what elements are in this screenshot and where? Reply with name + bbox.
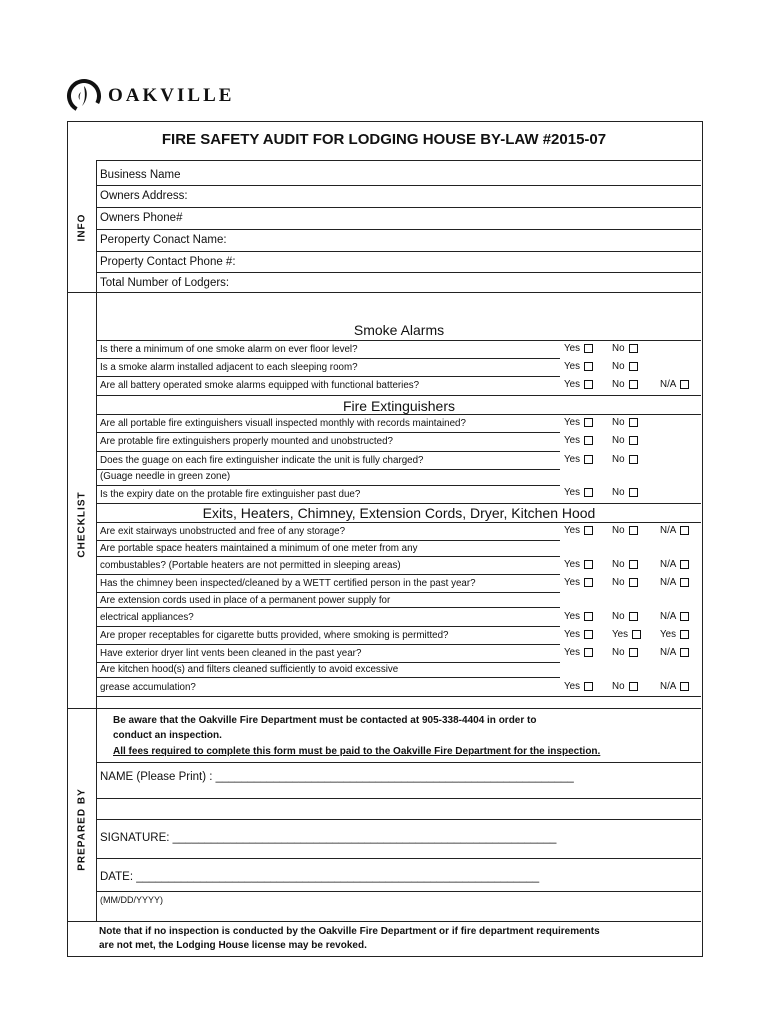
row-line	[97, 626, 560, 627]
q2-no[interactable]: No	[612, 361, 638, 372]
question-1: Is there a minimum of one smoke alarm on ever floor level?	[100, 344, 358, 355]
checkbox-icon[interactable]	[629, 612, 638, 621]
row-line	[97, 522, 701, 523]
question-7: Is the expiry date on the protable fire extinguisher past due?	[100, 489, 361, 500]
question-6-note: (Guage needle in green zone)	[100, 471, 231, 482]
checkbox-icon[interactable]	[584, 648, 593, 657]
question-6: Does the guage on each fire extinguisher indicate the unit is fully charged?	[100, 455, 424, 466]
total-lodgers-field[interactable]: Total Number of Lodgers:	[100, 277, 230, 289]
info-checklist-divider	[67, 292, 97, 293]
notice-line-2: conduct an inspection.	[113, 730, 222, 741]
property-contact-phone-field[interactable]: Property Contact Phone #:	[100, 256, 236, 268]
row-line	[97, 485, 560, 486]
checkbox-icon[interactable]	[680, 526, 689, 535]
question-8: Are exit stairways unobstructed and free of any storage?	[100, 526, 346, 537]
q11-yes[interactable]: Yes	[564, 611, 593, 622]
q9-yes[interactable]: Yes	[564, 559, 593, 570]
q10-na[interactable]: N/A	[660, 577, 689, 588]
title-divider	[96, 160, 701, 161]
fire-extinguishers-heading: Fire Extinguishers	[342, 398, 456, 414]
row-line	[97, 272, 701, 273]
row-line	[97, 540, 560, 541]
q11-no[interactable]: No	[612, 611, 638, 622]
checklist-section-label: CHECKLIST	[76, 491, 88, 558]
checkbox-icon[interactable]	[584, 488, 593, 497]
row-line	[97, 708, 701, 709]
row-line	[97, 340, 701, 341]
checkbox-icon[interactable]	[680, 612, 689, 621]
row-line	[97, 229, 701, 230]
smoke-alarms-heading: Smoke Alarms	[353, 322, 445, 338]
q10-yes[interactable]: Yes	[564, 577, 593, 588]
oakville-emblem-icon	[66, 78, 102, 114]
row-line	[97, 662, 560, 663]
checkbox-icon[interactable]	[584, 455, 593, 464]
owners-phone-field[interactable]: Owners Phone#	[100, 212, 183, 224]
checkbox-icon[interactable]	[680, 560, 689, 569]
question-2: Is a smoke alarm installed adjacent to each sleeping room?	[100, 362, 358, 373]
q8-na[interactable]: N/A	[660, 525, 689, 536]
row-line	[97, 207, 701, 208]
q14-na[interactable]: N/A	[660, 681, 689, 692]
business-name-field[interactable]: Business Name	[100, 169, 181, 181]
checkbox-icon[interactable]	[632, 630, 641, 639]
row-line	[97, 185, 701, 186]
notice-line-1: Be aware that the Oakville Fire Department must be contacted at 905-338-4404 in order to	[113, 715, 537, 726]
row-line	[97, 358, 560, 359]
q14-no[interactable]: No	[612, 681, 638, 692]
q1-yes[interactable]: Yes	[564, 343, 593, 354]
question-9: Are portable space heaters maintained a minimum of one meter from any	[100, 543, 418, 554]
checkbox-icon[interactable]	[584, 344, 593, 353]
q8-yes[interactable]: Yes	[564, 525, 593, 536]
q7-yes[interactable]: Yes	[564, 487, 593, 498]
checkbox-icon[interactable]	[629, 362, 638, 371]
row-line	[97, 574, 560, 575]
q12-yes-3[interactable]: Yes	[660, 629, 689, 640]
question-12: Are proper receptables for cigarette butts provided, where smoking is permitted?	[100, 630, 449, 641]
question-13: Have exterior dryer lint vents been cleaned in the past year?	[100, 648, 362, 659]
exits-heading: Exits, Heaters, Chimney, Extension Cords, Dryer, Kitchen Hood	[202, 505, 596, 521]
checkbox-icon[interactable]	[680, 630, 689, 639]
question-14: Are kitchen hood(s) and filters cleaned sufficiently to avoid excessive	[100, 664, 399, 675]
checkbox-icon[interactable]	[629, 488, 638, 497]
checkbox-icon[interactable]	[629, 455, 638, 464]
q6-no[interactable]: No	[612, 454, 638, 465]
checkbox-icon[interactable]	[584, 380, 593, 389]
checkbox-icon[interactable]	[584, 578, 593, 587]
q7-no[interactable]: No	[612, 487, 638, 498]
checkbox-icon[interactable]	[680, 682, 689, 691]
row-line	[97, 592, 560, 593]
row-line	[97, 292, 701, 293]
row-line	[97, 469, 560, 470]
q10-no[interactable]: No	[612, 577, 638, 588]
q3-na[interactable]: N/A	[660, 379, 689, 390]
checkbox-icon[interactable]	[629, 418, 638, 427]
q13-no[interactable]: No	[612, 647, 638, 658]
checkbox-icon[interactable]	[584, 682, 593, 691]
checkbox-icon[interactable]	[680, 380, 689, 389]
notice-line-3: All fees required to complete this form must be paid to the Oakville Fire Department for the inspection.	[113, 746, 601, 757]
name-field[interactable]: NAME (Please Print) : ________________________________________________________	[100, 771, 574, 783]
owners-address-field[interactable]: Owners Address:	[100, 190, 188, 202]
footer-line-1: Note that if no inspection is conducted by the Oakville Fire Department or if fire department requirements	[99, 926, 600, 937]
logo-text: OAKVILLE	[108, 85, 235, 106]
question-9-cont: combustables? (Portable heaters are not permitted in sleeping areas)	[100, 560, 401, 571]
oakville-logo	[66, 78, 234, 114]
checkbox-icon[interactable]	[584, 612, 593, 621]
checkbox-icon[interactable]	[629, 344, 638, 353]
checkbox-icon[interactable]	[629, 648, 638, 657]
q9-na[interactable]: N/A	[660, 559, 689, 570]
prepared-section-label: PREPARED BY	[76, 788, 88, 871]
checkbox-icon[interactable]	[629, 380, 638, 389]
date-format-hint: (MM/DD/YYYY)	[100, 895, 163, 905]
row-line	[97, 677, 560, 678]
checkbox-icon[interactable]	[584, 630, 593, 639]
date-field[interactable]: DATE: _______________________________________________________________	[100, 871, 540, 883]
footer-note	[99, 925, 600, 953]
q5-no[interactable]: No	[612, 435, 638, 446]
q5-yes[interactable]: Yes	[564, 435, 593, 446]
q2-yes[interactable]: Yes	[564, 361, 593, 372]
q8-no[interactable]: No	[612, 525, 638, 536]
row-line	[97, 451, 560, 452]
checkbox-icon[interactable]	[584, 526, 593, 535]
q4-no[interactable]: No	[612, 417, 638, 428]
row-line	[97, 432, 560, 433]
footer-line-2: are not met, the Lodging House license may be revoked.	[99, 940, 367, 951]
question-5: Are protable fire extinguishers properly mounted and unobstructed?	[100, 436, 393, 447]
row-line	[97, 858, 701, 859]
checkbox-icon[interactable]	[629, 560, 638, 569]
row-line	[97, 503, 701, 504]
row-line	[97, 644, 560, 645]
question-10: Has the chimney been inspected/cleaned by a WETT certified person in the past year?	[100, 578, 476, 589]
checkbox-icon[interactable]	[680, 578, 689, 587]
q11-na[interactable]: N/A	[660, 611, 689, 622]
question-14-cont: grease accumulation?	[100, 682, 196, 693]
q12-yes[interactable]: Yes	[564, 629, 593, 640]
q3-no[interactable]: No	[612, 379, 638, 390]
question-3: Are all battery operated smoke alarms equipped with functional batteries?	[100, 380, 420, 391]
row-line	[97, 819, 701, 820]
checklist-prepared-divider	[67, 708, 97, 709]
checkbox-icon[interactable]	[584, 362, 593, 371]
row-line	[97, 762, 701, 763]
q13-na[interactable]: N/A	[660, 647, 689, 658]
q13-yes[interactable]: Yes	[564, 647, 593, 658]
checkbox-icon[interactable]	[584, 418, 593, 427]
checkbox-icon[interactable]	[584, 436, 593, 445]
property-contact-name-field[interactable]: Peroperty Conact Name:	[100, 234, 227, 246]
row-line	[97, 376, 560, 377]
form-title: FIRE SAFETY AUDIT FOR LODGING HOUSE BY-LAW #2015-07	[161, 131, 607, 148]
row-line	[97, 891, 701, 892]
checkbox-icon[interactable]	[680, 648, 689, 657]
q12-yes-2[interactable]: Yes	[612, 629, 641, 640]
q6-yes[interactable]: Yes	[564, 454, 593, 465]
checkbox-icon[interactable]	[629, 682, 638, 691]
row-line	[97, 556, 560, 557]
q14-yes[interactable]: Yes	[564, 681, 593, 692]
row-line	[97, 251, 701, 252]
q9-no[interactable]: No	[612, 559, 638, 570]
checkbox-icon[interactable]	[629, 436, 638, 445]
row-line	[97, 607, 560, 608]
row-line	[97, 696, 701, 697]
row-line	[97, 395, 701, 396]
checkbox-icon[interactable]	[629, 578, 638, 587]
q4-yes[interactable]: Yes	[564, 417, 593, 428]
q3-yes[interactable]: Yes	[564, 379, 593, 390]
checkbox-icon[interactable]	[584, 560, 593, 569]
row-line	[97, 414, 701, 415]
question-4: Are all portable fire extinguishers visuall inspected monthly with records maintained?	[100, 418, 466, 429]
question-11: Are extension cords used in place of a permanent power supply for	[100, 595, 391, 606]
q1-no[interactable]: No	[612, 343, 638, 354]
question-11-cont: electrical appliances?	[100, 612, 194, 623]
row-line	[97, 798, 701, 799]
signature-field[interactable]: SIGNATURE: ____________________________________________________________	[100, 832, 557, 844]
info-section-label: INFO	[76, 213, 88, 242]
checkbox-icon[interactable]	[629, 526, 638, 535]
